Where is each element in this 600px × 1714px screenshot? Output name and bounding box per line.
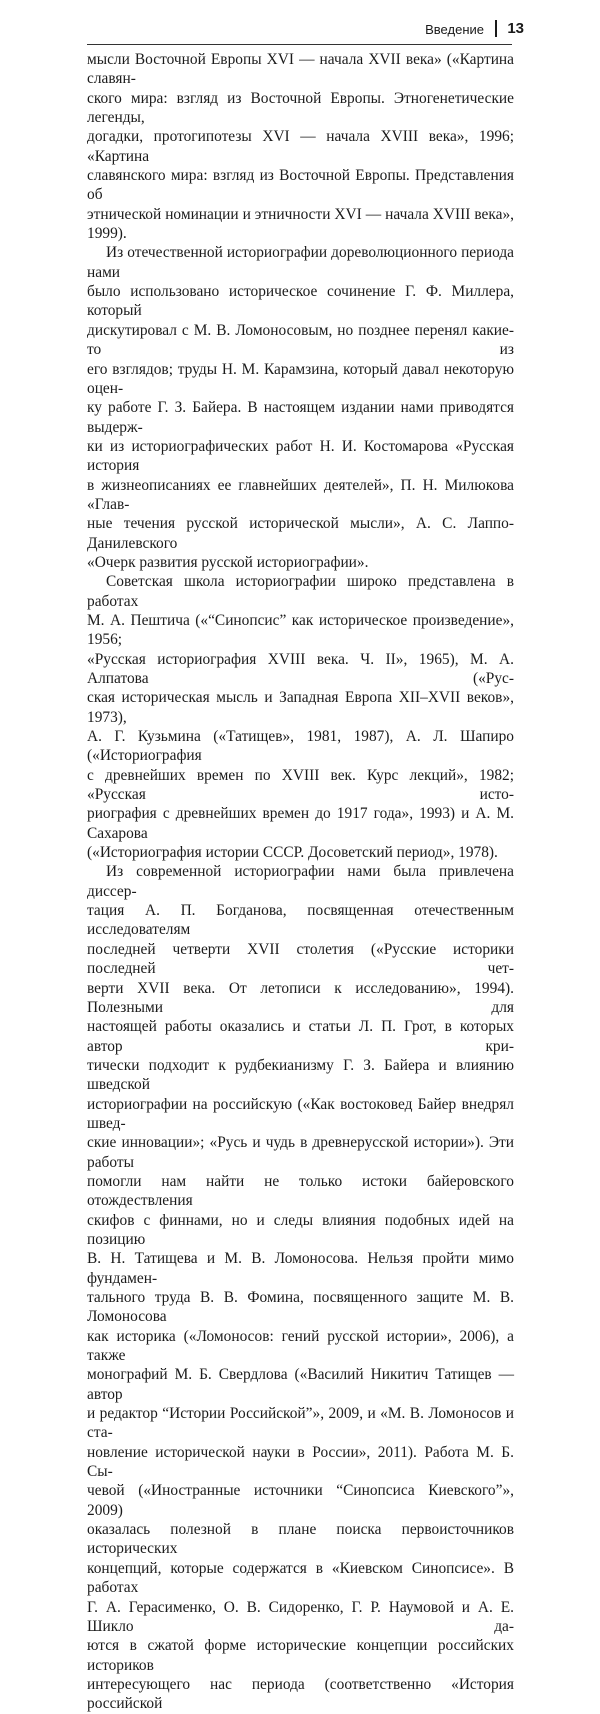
text-line: тального труда В. В. Фомина, посвященного защите М. В. Ломоносова xyxy=(87,1289,514,1326)
text-line: ские инновации»; «Русь и чудь в древнерусской истории»). Эти работы xyxy=(87,1134,514,1171)
text-line: славянского мира: взгляд из Восточной Европы. Представления об xyxy=(87,167,514,204)
text-line: ская историческая мысль и Западная Европа XII–XVII веков», 1973), xyxy=(87,689,514,726)
paragraph xyxy=(87,862,514,1713)
text-line: ки из историографических работ Н. И. Костомарова «Русская история xyxy=(87,437,514,475)
text-line: догадки, протогипотезы XVI — начала XVIII века», 1996; «Картина xyxy=(87,128,514,165)
text-line: и редактор “Истории Российской”», 2009, и «М. В. Ломоносов и ста- xyxy=(87,1405,514,1442)
text-line: мысли Восточной Европы XVI — начала XVII века» («Картина славян- xyxy=(87,51,514,88)
text-line: А. Г. Кузьмина («Татищев», 1981, 1987), А. Л. Шапиро («Историография xyxy=(87,728,514,765)
text-line: риография с древнейших времен до 1917 года», 1993) и А. М. Сахарова xyxy=(87,805,514,842)
text-line: Г. А. Герасименко, О. В. Сидоренко, Г. Р. Наумовой и А. Е. Шикло да- xyxy=(87,1598,514,1635)
text-line: ку работе Г. З. Байера. В настоящем издании нами приводятся выдерж- xyxy=(87,399,514,436)
text-line: последней четверти XVII столетия («Русские историки последней чет- xyxy=(87,940,514,978)
text-line: верти XVII века. От летописи к исследованию», 1994). Полезными для xyxy=(87,979,514,1016)
text-line: новление исторической науки в России», 2011). Работа М. Б. Сы- xyxy=(87,1443,514,1481)
page-number: 13 xyxy=(507,20,524,37)
text-line: дискутировал с М. В. Ломоносовым, но позднее перенял какие-то из xyxy=(87,321,514,359)
text-line: «Очерк развития русской историографии». xyxy=(87,553,369,571)
header-rule xyxy=(87,44,512,45)
text-line: М. А. Пештича («“Синопсис” как историческое произведение», 1956; xyxy=(87,611,514,649)
text-line: Из отечественной историографии дореволюционного периода нами xyxy=(87,244,514,281)
text-line: концепций, которые содержатся в «Киевском Синопсисе». В работах xyxy=(87,1559,514,1597)
text-line: тически подходит к рудбекианизму Г. З. Байера и влиянию шведской xyxy=(87,1056,514,1094)
text-line: чевой («Иностранные источники “Синопсиса Киевского”», 2009) xyxy=(87,1482,514,1519)
text-line: помогли нам найти не только истоки байеровского отождествления xyxy=(87,1172,514,1210)
paragraph xyxy=(87,50,514,243)
text-line: В. Н. Татищева и М. В. Ломоносова. Нельзя пройти мимо фундамен- xyxy=(87,1250,514,1287)
text-line: историографии на российскую («Как востоковед Байер внедрял швед- xyxy=(87,1095,514,1132)
text-line: тация А. П. Богданова, посвященная отечественным исследователям xyxy=(87,902,514,939)
text-line: с древнейших времен по XVIII век. Курс лекций», 1982; «Русская исто- xyxy=(87,766,514,804)
text-line: оказалась полезной в плане поиска первоисточников исторических xyxy=(87,1521,514,1558)
text-line: этнической номинации и этничности XVI — начала XVIII века», 1999). xyxy=(87,205,514,243)
text-line: было использовано историческое сочинение Г. Ф. Миллера, который xyxy=(87,283,514,320)
text-line: ются в сжатой форме исторические концепции российских историков xyxy=(87,1637,514,1674)
text-line: как историка («Ломоносов: гений русской истории», 2006), а также xyxy=(87,1327,514,1365)
text-line: в жизнеописаниях ее главнейших деятелей», П. Н. Милюкова «Глав- xyxy=(87,476,514,513)
header-separator xyxy=(495,20,497,37)
text-line: ные течения русской исторической мысли», А. С. Лаппо-Данилевского xyxy=(87,515,514,552)
running-header xyxy=(82,18,524,44)
paragraph xyxy=(87,243,514,572)
paragraph xyxy=(87,572,514,862)
text-line: скифов с финнами, но и следы влияния подобных идей на позицию xyxy=(87,1211,514,1248)
text-line: интересующего нас периода (соответственно «История российской xyxy=(87,1675,514,1713)
section-title: Введение xyxy=(425,22,484,37)
text-line: «Русская историография XVIII века. Ч. II», 1965), М. А. Алпатова («Рус- xyxy=(87,650,514,687)
text-line: («Историография истории СССР. Досоветский период», 1978). xyxy=(87,844,498,862)
text-line: настоящей работы оказались и статьи Л. П. Грот, в которых автор кри- xyxy=(87,1018,514,1055)
text-line: монографий М. Б. Свердлова («Василий Никитич Татищев — автор xyxy=(87,1366,514,1403)
body-text xyxy=(87,50,514,1714)
text-line: Советская школа историографии широко представлена в работах xyxy=(87,573,514,610)
text-line: Из современной историографии нами была привлечена диссер- xyxy=(87,863,514,900)
text-line: ского мира: взгляд из Восточной Европы. Этногенетические легенды, xyxy=(87,89,514,127)
text-line: его взглядов; труды Н. М. Карамзина, который давал некоторую оцен- xyxy=(87,360,514,397)
